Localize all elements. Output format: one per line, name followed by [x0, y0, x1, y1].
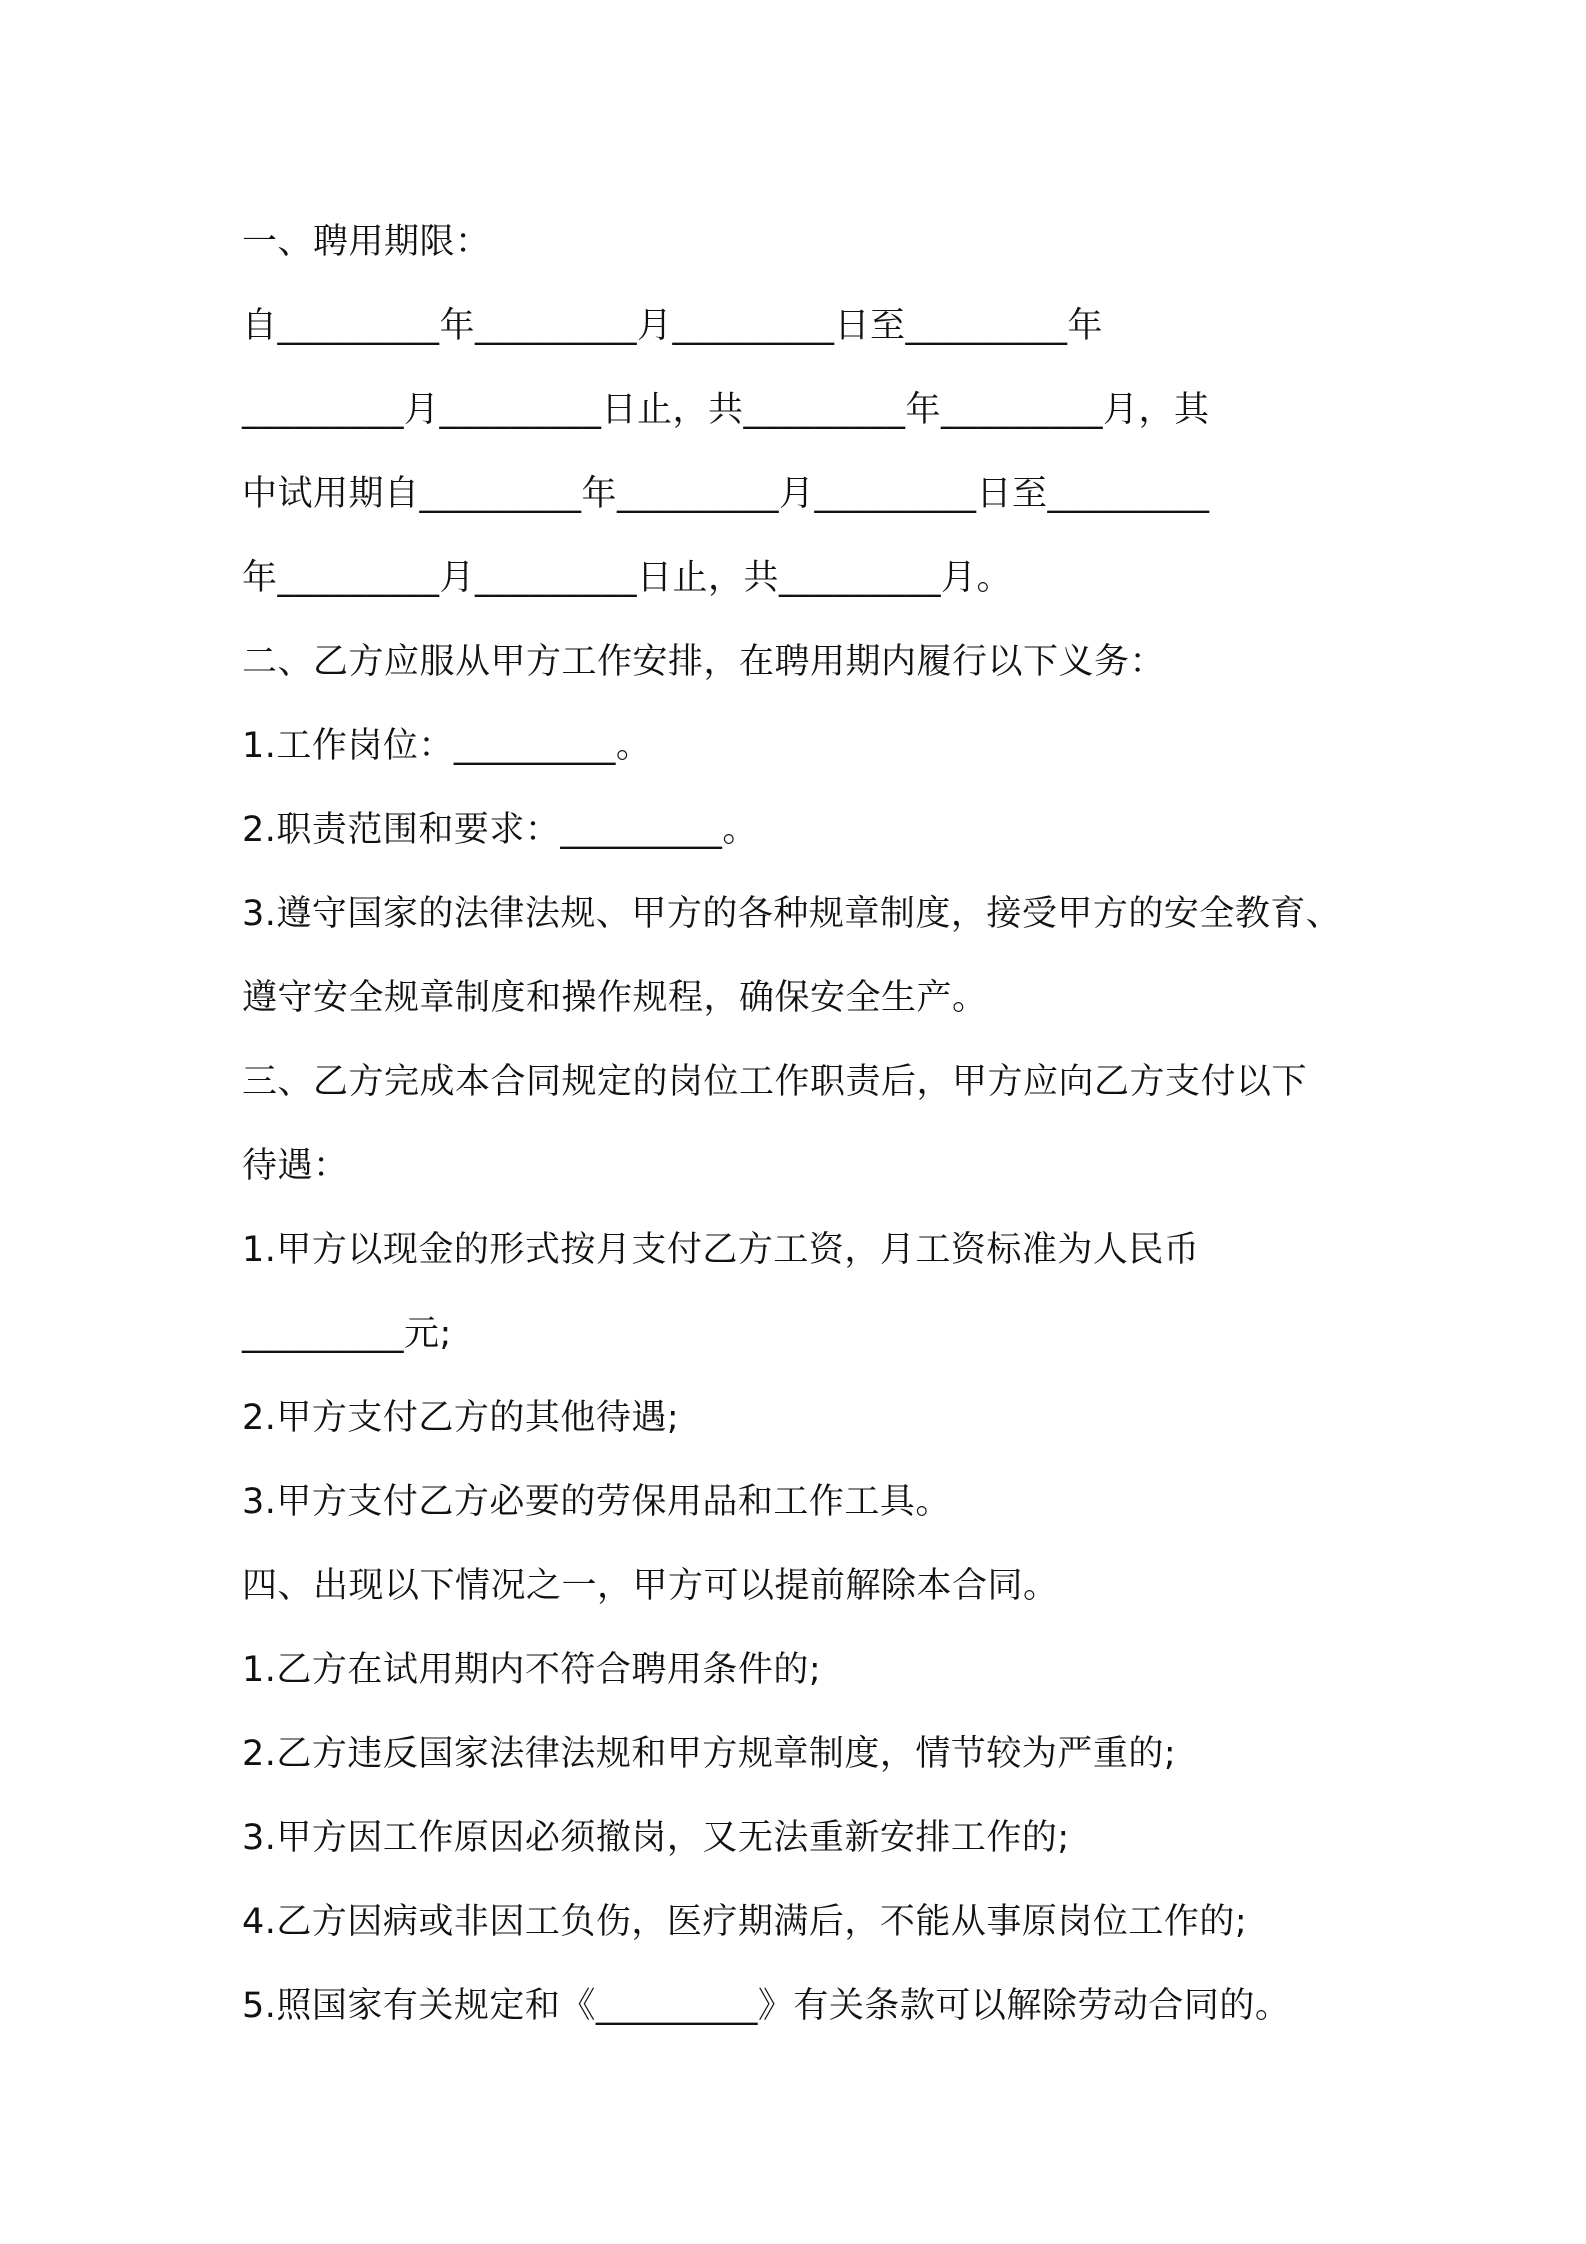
section-heading-obligations: 二、乙方应服从甲方工作安排，在聘用期内履行以下义务： [242, 642, 1166, 682]
section-heading-compensation: 三、乙方完成本合同规定的岗位工作职责后，甲方应向乙方支付以下 [242, 1062, 1308, 1102]
obligation-item: 3.遵守国家的法律法规、甲方的各种规章制度，接受甲方的安全教育、 [242, 894, 1342, 934]
section-heading-termination: 四、出现以下情况之一，甲方可以提前解除本合同。 [242, 1566, 1059, 1606]
compensation-item: 2.甲方支付乙方的其他待遇; [242, 1398, 680, 1438]
contract-body [242, 200, 1402, 2048]
obligation-item-continued: 遵守安全规章制度和操作规程，确保安全生产。 [242, 978, 988, 1018]
probation-term-line: 年_________月_________日止，共_________月。 [242, 558, 1013, 598]
compensation-item: 1.甲方以现金的形式按月支付乙方工资，月工资标准为人民币 [242, 1230, 1200, 1270]
termination-item: 5.照国家有关规定和《_________》有关条款可以解除劳动合同的。 [242, 1986, 1291, 2026]
obligation-item: 1.工作岗位：_________。 [242, 726, 652, 766]
termination-item: 4.乙方因病或非因工负伤，医疗期满后，不能从事原岗位工作的; [242, 1902, 1248, 1942]
obligation-item: 2.职责范围和要求：_________。 [242, 810, 758, 850]
employment-term-line: 自_________年_________月_________日至_________年 [242, 306, 1104, 346]
termination-item: 3.甲方因工作原因必须撤岗，又无法重新安排工作的; [242, 1818, 1070, 1858]
termination-item: 1.乙方在试用期内不符合聘用条件的; [242, 1650, 822, 1690]
section-heading-compensation-continued: 待遇： [242, 1146, 349, 1186]
compensation-item: 3.甲方支付乙方必要的劳保用品和工作工具。 [242, 1482, 951, 1522]
section-heading-employment-term: 一、聘用期限： [242, 222, 491, 262]
employment-term-line: _________月_________日止，共_________年_________月，其 [242, 390, 1210, 430]
compensation-item-continued: _________元; [242, 1314, 452, 1354]
probation-term-line: 中试用期自_________年_________月_________日至_________ [242, 474, 1210, 514]
termination-item: 2.乙方违反国家法律法规和甲方规章制度，情节较为严重的; [242, 1734, 1177, 1774]
